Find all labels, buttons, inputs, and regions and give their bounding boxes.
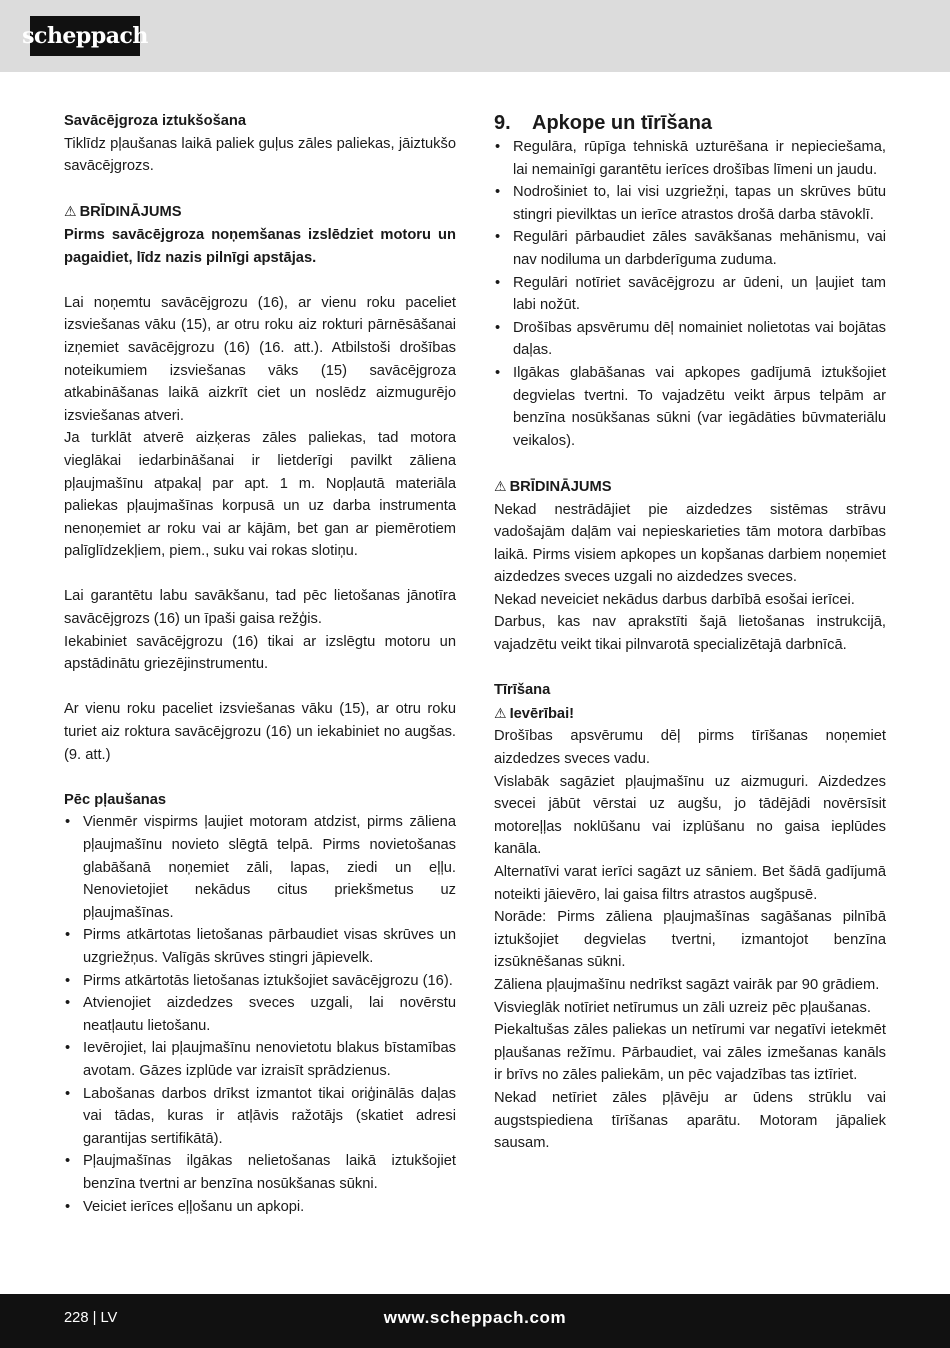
- heading-emptying-catcher: Savācējgroza iztukšošana: [64, 113, 247, 129]
- warning-triangle-icon: ⚠: [494, 704, 507, 721]
- paragraph: Visvieglāk notīriet netīrumus un zāli uzreiz pēc pļaušanas.: [494, 999, 871, 1016]
- warning-heading: [64, 200, 456, 224]
- section-number: 9.: [494, 112, 511, 134]
- warning-label: BRĪDINĀJUMS: [509, 478, 612, 495]
- paragraph: Alternatīvi varat ierīci sagāzt uz sāniem. Bet šādā gadījumā noteikti jāievēro, lai gaisa filtrs atrastos augšpusē.: [494, 864, 886, 903]
- header-band: [0, 0, 950, 72]
- footer: [0, 1294, 950, 1348]
- warning-label: BRĪDINĀJUMS: [79, 204, 182, 221]
- page-number: 228 | LV: [64, 1310, 118, 1326]
- heading-after-mowing: Pēc pļaušanas: [64, 791, 167, 808]
- paragraph: Lai noņemtu savācējgrozu (16), ar vienu roku paceliet izsviešanas vāku (15), ar otru roku aiz rokturi pārnēsāšanai izņemiet savācējgrozu (16) (16. att.). Atbilstoši drošības noteikumiem izsviešanas vāks (15) savācējgroza atkabināšanas laikā aizkrīt ciet un noslēdz aizmugurējo izsviešanas atveri.: [64, 294, 456, 424]
- paragraph: Drošības apsvērumu dēļ pirms tīrīšanas noņemiet aizdedzes sveces vadu.: [494, 728, 886, 768]
- attention-heading: [494, 702, 886, 726]
- warning-text: Pirms savācējgroza noņemšanas izslēdziet motoru un pagaidiet, līdz nazis pilnīgi apstājas.: [64, 226, 456, 266]
- paragraph: Ar vienu roku paceliet izsviešanas vāku (15), ar otru roku turiet aiz roktura savācējgrozu (16) un iekabiniet no augšas. (9. att.): [64, 701, 456, 763]
- list-item: • Regulāra, rūpīga tehniskā uzturēšana ir nepieciešama, lai nemainīgi garantētu ierīces drošības līmeni un jaudu.: [494, 136, 886, 181]
- paragraph: Nekad netīriet zāles pļāvēju ar ūdens strūklu vai augstspiediena tīrīšanas aparātu. Motoram jāpaliek sausam.: [494, 1089, 886, 1152]
- maintenance-list: [494, 136, 886, 452]
- right-column: [494, 110, 886, 1155]
- after-mowing-list: [64, 811, 456, 1218]
- list-item: • Ilgākas glabāšanas vai apkopes gadījumā iztukšojiet degvielas tvertni. To vajadzētu veikt ārpus telpām ar benzīna nosūkšanas sūkni (var iegādāties būvmateriālu veikalos).: [494, 362, 886, 452]
- warning-heading: [494, 475, 886, 499]
- paragraph: Darbus, kas nav aprakstīti šajā lietošanas instrukcijā, vajadzētu veikt tikai pilnvarotā specializētajā darbnīcā.: [494, 614, 886, 654]
- list-item: • Veiciet ierīces eļļošanu un apkopi.: [64, 1196, 456, 1219]
- list-item: • Regulāri pārbaudiet zāles savākšanas mehānismu, vai nav nodiluma un darbderīguma zuduma.: [494, 226, 886, 271]
- list-item: • Drošības apsvērumu dēļ nomainiet nolietotas vai bojātas daļas.: [494, 317, 886, 362]
- list-item: • Atvienojiet aizdedzes sveces uzgali, lai novērstu neatļautu lietošanu.: [64, 992, 456, 1037]
- paragraph: Ja turklāt atverē aizķeras zāles paliekas, tad motora vieglākai iedarbināšanai ir lietderīgi pavilkt zāliena pļaujmašīnu atpakaļ par apt. 1 m. Nopļautā materiāla paliekas pļaujmašīnas korpusā un uz darba instrumenta nenoņemiet ar roku vai ar kājām, bet gan ar piemērotiem palīglīdzekļiem, piem., suku vai rokas slotiņu.: [64, 430, 456, 560]
- list-item: • Pirms atkārtotas lietošanas pārbaudiet visas skrūves un uzgriežņus. Valīgās skrūves stingri jāpievelk.: [64, 924, 456, 969]
- list-item: • Ievērojiet, lai pļaujmašīnu nenovietotu blakus bīstamības avotam. Gāzes izplūde var izraisīt sprādzienus.: [64, 1037, 456, 1082]
- section-title-text: Apkope un tīrīšana: [532, 112, 713, 134]
- warning-triangle-icon: ⚠: [64, 203, 77, 220]
- attention-label: Ievērībai!: [509, 705, 575, 722]
- paragraph: Tiklīdz pļaušanas laikā paliek guļus zāles paliekas, jāiztukšo savācējgrozs.: [64, 135, 456, 175]
- warning-triangle-icon: ⚠: [494, 477, 507, 494]
- list-item: • Regulāri notīriet savācējgrozu ar ūdeni, un ļaujiet tam labi nožūt.: [494, 272, 886, 317]
- paragraph: Iekabiniet savācējgrozu (16) tikai ar izslēgtu motoru un apstādinātu griezējinstrumentu.: [64, 633, 456, 673]
- paragraph: Vislabāk sagāziet pļaujmašīnu uz aizmuguri. Aizdedzes svecei jābūt vērstai uz augšu, jo tādējādi novērsīsit motoreļļas noklūšanu vai izplūšanu no gaisa ieplūdes kanāla.: [494, 773, 886, 858]
- list-item: • Nodrošiniet to, lai visi uzgriežņi, tapas un skrūves būtu stingri pievilktas un ierīce atrastos drošā darba stāvoklī.: [494, 181, 886, 226]
- left-column: [64, 110, 456, 1218]
- list-item: • Pirms atkārtotās lietošanas iztukšojiet savācējgrozu (16).: [64, 970, 456, 993]
- section-title: [494, 110, 886, 136]
- list-item: • Labošanas darbos drīkst izmantot tikai oriģinālās daļas vai tādas, kuras ir atļāvis ražotājs (skatiet adresi garantijas sertifikātā).: [64, 1083, 456, 1151]
- paragraph: Nekad nestrādājiet pie aizdedzes sistēmas strāvu vadošajām daļām vai nepieskarieties tām motora darbības laikā. Pirms visiem apkopes un kopšanas darbiem noņemiet aizdedzes sveces uzgali no aizdedzes sveces.: [494, 501, 886, 586]
- heading-cleaning: Tīrīšana: [494, 682, 551, 699]
- paragraph: Norāde: Pirms zāliena pļaujmašīnas sagāšanas pilnībā iztukšojiet degvielas tvertni, izmantojot benzīna izsūknēšanas sūkni.: [494, 909, 886, 971]
- website-link[interactable]: www.scheppach.com: [383, 1308, 567, 1327]
- list-item: • Pļaujmašīnas ilgākas nelietošanas laikā iztukšojiet benzīna tvertni ar benzīna nosūkšanas sūkni.: [64, 1150, 456, 1195]
- paragraph: Lai garantētu labu savākšanu, tad pēc lietošanas jānotīra savācējgrozs (16) un īpaši gaisa režģis.: [64, 588, 456, 628]
- paragraph: Zāliena pļaujmašīnu nedrīkst sagāzt vairāk par 90 grādiem.: [494, 976, 880, 993]
- list-item: • Vienmēr vispirms ļaujiet motoram atdzist, pirms zāliena pļaujmašīnu novieto slēgtā telpā. Pirms novietošanas glabāšanā noņemiet zāli, lapas, ziedi un eļļu. Nenovietojiet nekādus citus priekšmetus uz pļaujmašīnas.: [64, 811, 456, 924]
- scheppach-logo: scheppach: [30, 16, 140, 56]
- paragraph: Piekaltušas zāles paliekas un netīrumi var negatīvi ietekmēt pļaušanas režīmu. Pārbaudiet, vai zāles izmešanas kanāls ir brīvs no zāles paliekām, un pēc vajadzības tas iztīriet.: [494, 1022, 886, 1084]
- paragraph: Nekad neveiciet nekādus darbus darbībā esošai ierīcei.: [494, 591, 855, 608]
